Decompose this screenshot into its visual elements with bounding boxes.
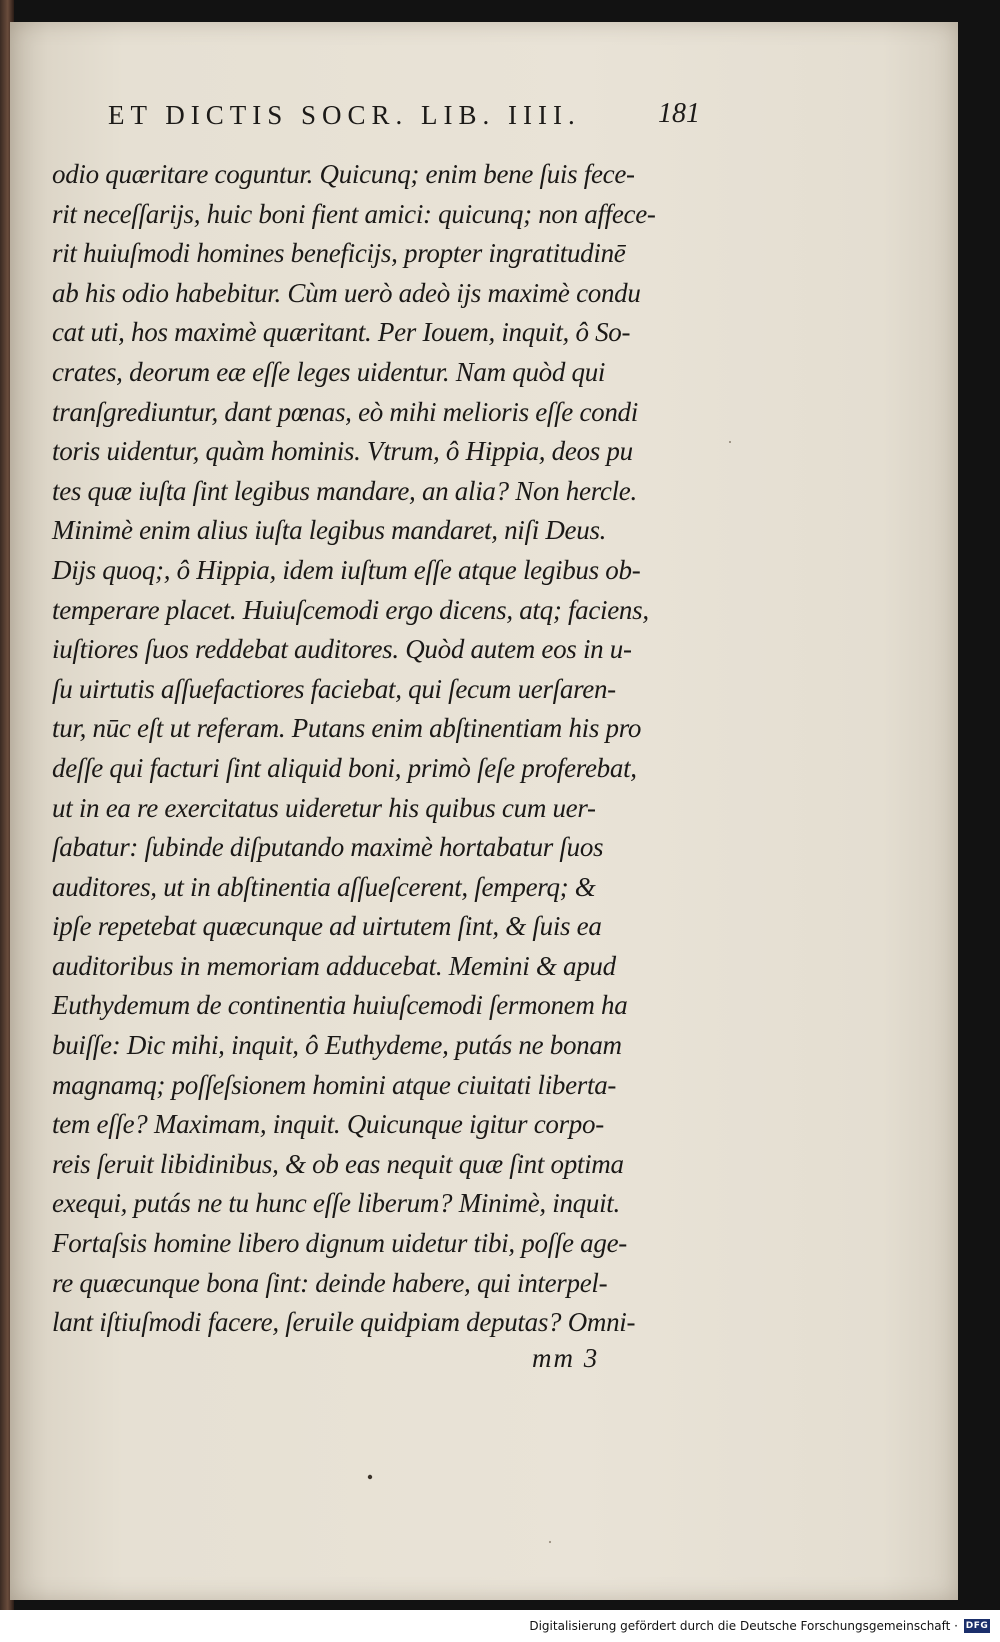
- text-line: odio quæritare coguntur. Quicunq; enim bene ſuis fece-: [52, 159, 635, 189]
- text-line: tur, nūc eſt ut referam. Putans enim abſtinentiam his pro: [52, 713, 642, 744]
- funding-credit: Digitalisierung gefördert durch die Deutsche Forschungsgemeinschaft ·: [529, 1619, 958, 1633]
- text-line: Dijs quoq;, ô Hippia, idem iuſtum eſſe atque legibus ob-: [52, 554, 641, 585]
- text-line: Fortaſsis homine libero dignum uidetur tibi, poſſe age-: [52, 1228, 627, 1259]
- text-line: toris uidentur, quàm hominis. Vtrum, ô Hippia, deos pu: [52, 436, 633, 467]
- text-line: buiſſe: Dic mihi, inquit, ô Euthydeme, putás ne bonam: [52, 1030, 622, 1061]
- text-line: reis ſeruit libidinibus, & ob eas nequit quæ ſint optima: [52, 1148, 624, 1179]
- dfg-logo: DFG: [965, 1621, 989, 1631]
- text-line: Euthydemum de continentia huiuſcemodi ſermonem ha: [52, 990, 628, 1021]
- text-line: temperare placet. Huiuſcemodi ergo dicens, atq; faciens,: [52, 594, 649, 625]
- paper-speck: [368, 1475, 372, 1479]
- book-page: [10, 22, 958, 1600]
- text-line: rit neceſſarijs, huic boni fient amici: quicunq; non affece-: [52, 198, 656, 229]
- page-number: 181: [658, 98, 700, 129]
- text-line: ſabatur: ſubinde diſputando maximè hortabatur ſuos: [52, 832, 604, 863]
- text-line: rit huiuſmodi homines beneficijs, propter ingratitudinē: [52, 238, 626, 269]
- text-line: cat uti, hos maximè quæritant. Per Iouem, inquit, ô So-: [52, 317, 631, 348]
- text-line: auditoribus in memoriam adducebat. Memini & apud: [52, 950, 616, 981]
- signature-mark: mm 3: [532, 1343, 600, 1373]
- text-line: ipſe repetebat quæcunque ad uirtutem ſint, & ſuis ea: [52, 911, 602, 942]
- text-line: ab his odio habebitur. Cùm uerò adeò ijs maximè condu: [52, 277, 641, 308]
- body-text: [52, 155, 722, 1343]
- running-head: ET DICTIS SOCR. LIB. IIII.: [108, 100, 581, 130]
- text-line: crates, deorum eæ eſſe leges uidentur. Nam quòd qui: [52, 356, 606, 387]
- text-line: lant iſtiuſmodi facere, ſeruile quidpiam deputas? Omni-: [52, 1307, 636, 1338]
- paper-speck: [549, 1541, 551, 1543]
- text-line: auditores, ut in abſtinentia aſſueſcerent, ſemperq; &: [52, 871, 596, 902]
- text-line: tem eſſe? Maximam, inquit. Quicunque igitur corpo-: [52, 1109, 604, 1140]
- text-line: deſſe qui facturi ſint aliquid boni, primò ſeſe proferebat,: [52, 752, 637, 783]
- text-line: iuſtiores ſuos reddebat auditores. Quòd autem eos in u-: [52, 634, 632, 665]
- text-line: re quæcunque bona ſint: deinde habere, qui interpel-: [52, 1267, 608, 1298]
- text-line: Minimè enim alius iuſta legibus mandaret, niſi Deus.: [52, 515, 607, 546]
- text-line: tranſgrediuntur, dant pœnas, eò mihi melioris eſſe condi: [52, 396, 638, 427]
- text-line: exequi, putás ne tu hunc eſſe liberum? Minimè, inquit.: [52, 1188, 620, 1219]
- paper-speck: [729, 441, 731, 443]
- text-line: ut in ea re exercitatus uideretur his quibus cum uer-: [52, 792, 596, 823]
- digitization-footer: [0, 1610, 1000, 1642]
- text-line: tes quæ iuſta ſint legibus mandare, an alia? Non hercle.: [52, 475, 637, 506]
- text-line: ſu uirtutis aſſuefactiores faciebat, qui ſecum uerſaren-: [52, 673, 616, 704]
- text-line: magnamq; poſſeſsionem homini atque ciuitati liberta-: [52, 1069, 617, 1100]
